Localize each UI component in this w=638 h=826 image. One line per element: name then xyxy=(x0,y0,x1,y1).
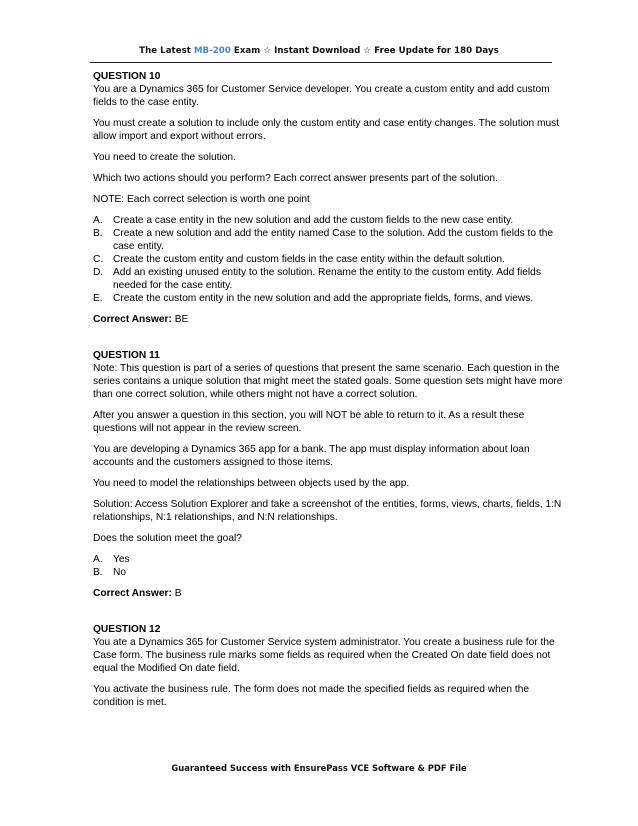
option-text: No xyxy=(113,567,127,578)
question-paragraph: Which two actions should you perform? Each correct answer presents part of the solution. xyxy=(93,173,498,184)
question-12 xyxy=(93,623,567,709)
question-paragraph: NOTE: Each correct selection is worth one point xyxy=(93,194,310,205)
option-text: Yes xyxy=(113,554,130,565)
correct-answer-value: BE xyxy=(171,314,189,325)
correct-answer-value: B xyxy=(171,588,182,599)
correct-answer-label: Correct Answer: xyxy=(93,588,172,599)
option-text: Add an existing unused entity to the solution. Rename the entity to the custom entity. Add fields needed for the case entity. xyxy=(113,267,541,291)
option-text: Create a case entity in the new solution and add the custom fields to the new case entity. xyxy=(113,215,514,226)
question-paragraph: You must create a solution to include only the custom entity and case entity changes. The solution must allow import and export without errors. xyxy=(93,118,560,142)
answer-options xyxy=(93,553,567,579)
option-text: Create the custom entity in the new solution and add the appropriate fields, forms, and views. xyxy=(113,293,534,304)
option-letter: C. xyxy=(93,254,104,265)
question-paragraph: After you answer a question in this section, you will NOT be able to return to it. As a result these questions will not appear in the review screen. xyxy=(93,410,525,434)
question-title: QUESTION 12 xyxy=(93,624,161,635)
answer-option xyxy=(93,253,567,266)
option-text: Create the custom entity and custom fields in the case entity within the default solution. xyxy=(113,254,505,265)
question-paragraph: Does the solution meet the goal? xyxy=(93,533,242,544)
option-letter: B. xyxy=(93,228,103,239)
option-letter: B. xyxy=(93,567,103,578)
answer-option xyxy=(93,566,567,579)
option-letter: D. xyxy=(93,267,104,278)
page-header xyxy=(0,46,638,56)
question-paragraph: Note: This question is part of a series of questions that present the same scenario. Each question in the series contains a unique solution that might meet the stated goals. Some question sets might have more than one correct solution, while others might not have a correct solution. xyxy=(93,363,563,400)
question-10 xyxy=(93,70,567,326)
option-letter: A. xyxy=(93,554,103,565)
header-suffix: Exam ☆ Instant Download ☆ Free Update for 180 Days xyxy=(230,46,499,56)
correct-answer-label: Correct Answer: xyxy=(93,314,172,325)
answer-option xyxy=(93,553,567,566)
question-paragraph: You activate the business rule. The form does not made the specified fields as required when the condition is met. xyxy=(93,684,530,708)
correct-answer xyxy=(93,587,567,600)
question-title: QUESTION 11 xyxy=(93,350,160,361)
correct-answer xyxy=(93,313,567,326)
question-paragraph: You ate a Dynamics 365 for Customer Service system administrator. You create a business rule for the Case form. The business rule marks some fields as required when the Created On date field does not equal the Modified On date field. xyxy=(93,637,555,674)
answer-option xyxy=(93,214,567,227)
option-text: Create a new solution and add the entity named Case to the solution. Add the custom fields to the case entity. xyxy=(113,228,554,252)
document-body xyxy=(93,70,567,709)
header-prefix: The Latest xyxy=(139,46,194,56)
question-11 xyxy=(93,349,567,600)
answer-options xyxy=(93,214,567,305)
question-paragraph: You need to create the solution. xyxy=(93,152,236,163)
answer-option xyxy=(93,266,567,292)
header-divider xyxy=(90,62,552,63)
option-letter: A. xyxy=(93,215,103,226)
question-title: QUESTION 10 xyxy=(93,71,161,82)
page-footer: Guaranteed Success with EnsurePass VCE Software & PDF File xyxy=(171,763,467,773)
answer-option xyxy=(93,227,567,253)
question-paragraph: You need to model the relationships between objects used by the app. xyxy=(93,478,410,489)
question-paragraph: Solution: Access Solution Explorer and take a screenshot of the entities, forms, views, charts, fields, 1:N relationships, N:1 relationships, and N:N relationships. xyxy=(93,499,562,523)
header-exam-code: MB-200 xyxy=(193,46,231,56)
answer-option xyxy=(93,292,567,305)
question-paragraph: You are developing a Dynamics 365 app for a bank. The app must display information about loan accounts and the customers assigned to those items. xyxy=(93,444,530,468)
question-paragraph: You are a Dynamics 365 for Customer Service developer. You create a custom entity and add custom fields to the case entity. xyxy=(93,84,550,108)
option-letter: E. xyxy=(93,293,103,304)
